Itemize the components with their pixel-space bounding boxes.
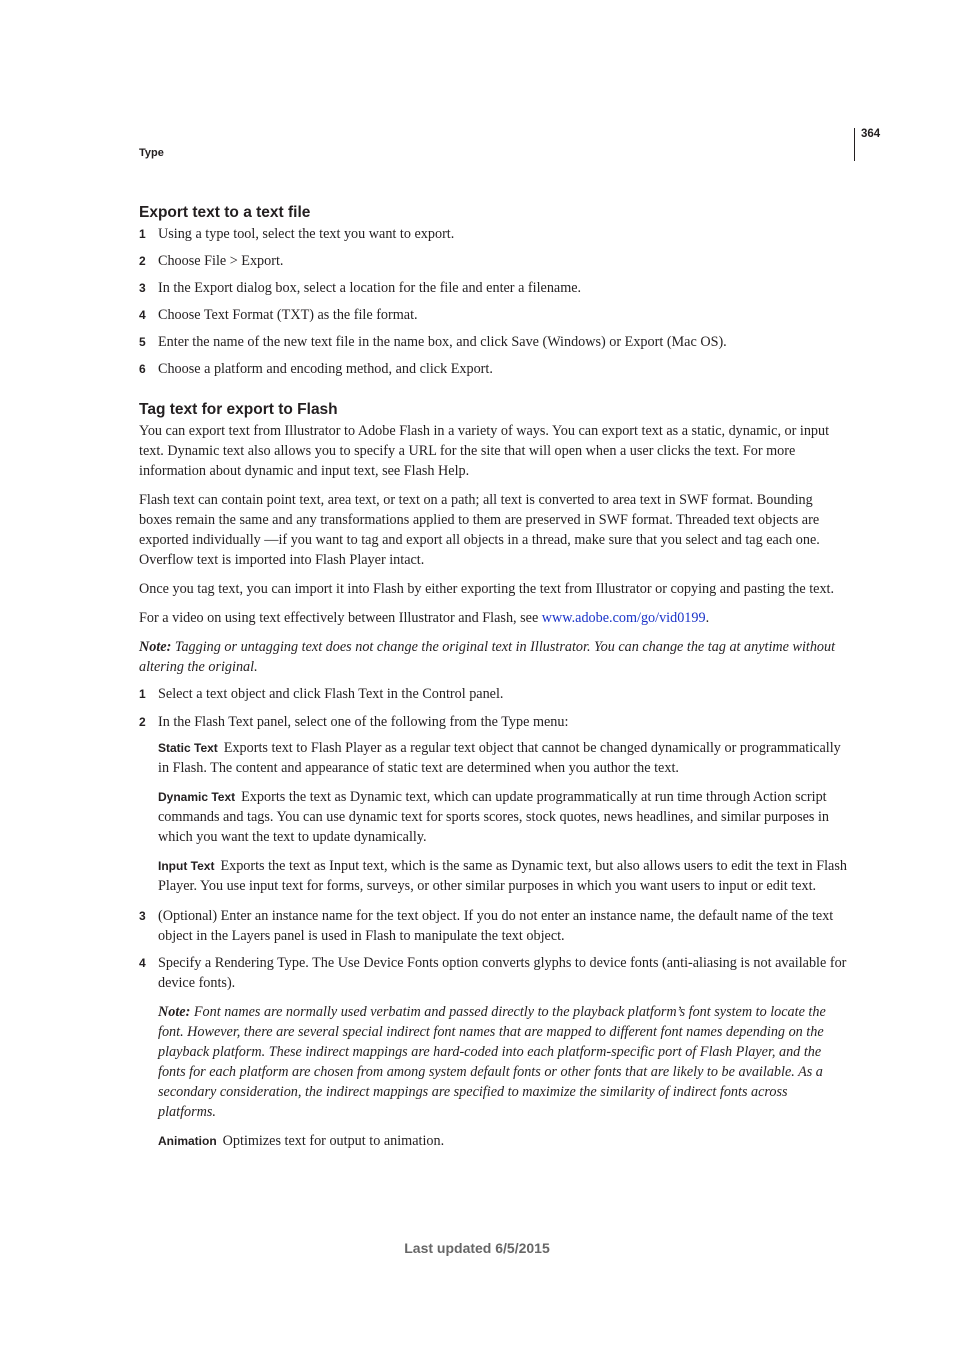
definition-term: Animation [158, 1134, 217, 1148]
step-text: Choose Text Format (TXT) as the file format. [158, 307, 418, 323]
list-item [139, 712, 849, 732]
paragraph-flash-text: Flash text can contain point text, area text, or text on a path; all text is converted to area text in SWF format. Bounding boxes remain the same and any transformations applied to them are preserved in SWF format. Threaded text objects are exported individually —if you want to tag and export all objects in a thread, make sure that you select and tag each one. Overflow text is imported into Flash Player intact. [139, 492, 820, 568]
list-item [139, 305, 849, 325]
video-suffix: . [705, 610, 710, 626]
list-item [139, 251, 849, 271]
page-number: 364 [861, 128, 881, 140]
step-number: 3 [139, 281, 146, 295]
step-number: 2 [139, 254, 146, 268]
definition-animation [158, 1131, 849, 1151]
list-item [139, 953, 849, 993]
note-text: Font names are normally used verbatim and passed directly to the playback platform’s font system to locate the font. However, there are several special indirect font names that are mapped to different font names depending on the playback platform. These indirect mappings are hard-coded into each platform-specific port of Flash Player, and the fonts for each platform are chosen from among system default fonts or other fonts that are likely to be available. As a secondary consideration, the indirect mappings are specified to maximize the similarity of indirect fonts across platforms. [158, 1004, 826, 1120]
note-text: Tagging or untagging text does not change the original text in Illustrator. You can change the tag at anytime without altering the original. [139, 639, 836, 675]
step-number: 4 [139, 956, 146, 970]
step-text: Select a text object and click Flash Text in the Control panel. [158, 686, 504, 702]
definition-term: Input Text [158, 859, 215, 873]
header-rule [854, 128, 855, 161]
page-content [139, 202, 849, 1151]
step-number: 4 [139, 308, 146, 322]
section-heading-tag-text: Tag text for export to Flash [139, 401, 338, 418]
list-item [139, 684, 849, 704]
paragraph-intro: You can export text from Illustrator to Adobe Flash in a variety of ways. You can export text as a static, dynamic, or input text. Dynamic text also allows you to specify a URL for the site that will open when a user clicks the text. For more information about dynamic and input text, see Flash Help. [139, 423, 830, 479]
step-number: 1 [139, 687, 146, 701]
paragraph-video [139, 608, 849, 628]
step-number: 2 [139, 715, 146, 729]
definition-dynamic-text [158, 787, 849, 847]
step-number: 6 [139, 362, 146, 376]
step-text: Specify a Rendering Type. The Use Device Fonts option converts glyphs to device fonts (anti-aliasing is not available for device fonts). [158, 955, 847, 991]
definition-desc: Exports the text as Dynamic text, which can update programmatically at run time through Action script commands and tags. You can use dynamic text for sports scores, stock quotes, news headlines, and similar purposes in which you want the text to update dynamically. [158, 789, 830, 845]
flash-steps-list [139, 684, 849, 732]
note-tagging [139, 637, 849, 677]
video-link[interactable]: www.adobe.com/go/vid0199 [541, 610, 706, 626]
list-item [139, 224, 849, 244]
section-heading-export-text: Export text to a text file [139, 204, 311, 221]
definition-term: Dynamic Text [158, 790, 236, 804]
definition-desc: Exports the text as Input text, which is the same as Dynamic text, but also allows users to edit the text in Flash Player. You use input text for forms, surveys, or other similar purposes in which you want users to input or edit text. [158, 858, 847, 894]
step-text: Choose a platform and encoding method, and click Export. [158, 361, 493, 377]
step-number: 3 [139, 909, 146, 923]
definition-desc: Optimizes text for output to animation. [222, 1133, 445, 1149]
note-label: Note: [139, 639, 172, 655]
flash-steps-list-continued [139, 906, 849, 993]
export-steps-list [139, 224, 849, 379]
running-head: Type [139, 147, 164, 159]
paragraph-import: Once you tag text, you can import it into Flash by either exporting the text from Illustrator or copying and pasting the text. [139, 581, 835, 597]
video-text: For a video on using text effectively between Illustrator and Flash, see [139, 610, 542, 626]
note-label: Note: [158, 1004, 191, 1020]
definition-static-text [158, 738, 849, 778]
step-text: In the Flash Text panel, select one of the following from the Type menu: [158, 714, 569, 730]
footer-last-updated: Last updated 6/5/2015 [404, 1240, 550, 1256]
list-item [139, 359, 849, 379]
definition-desc: Exports text to Flash Player as a regular text object that cannot be changed dynamically or programmatically in Flash. The content and appearance of static text are determined when you author the text. [158, 740, 841, 776]
step-text: Using a type tool, select the text you want to export. [158, 226, 455, 242]
step-text: Choose File > Export. [158, 253, 284, 269]
definition-input-text [158, 856, 849, 896]
step-text: In the Export dialog box, select a location for the file and enter a filename. [158, 280, 582, 296]
step-text: Enter the name of the new text file in the name box, and click Save (Windows) or Export (Mac OS). [158, 334, 727, 350]
note-font-names [158, 1002, 849, 1122]
step-number: 1 [139, 227, 146, 241]
list-item [139, 906, 849, 946]
step-number: 5 [139, 335, 146, 349]
definition-term: Static Text [158, 741, 218, 755]
list-item [139, 278, 849, 298]
list-item [139, 332, 849, 352]
step-text: (Optional) Enter an instance name for the text object. If you do not enter an instance name, the default name of the text object in the Layers panel is used in Flash to manipulate the text object. [158, 908, 834, 944]
